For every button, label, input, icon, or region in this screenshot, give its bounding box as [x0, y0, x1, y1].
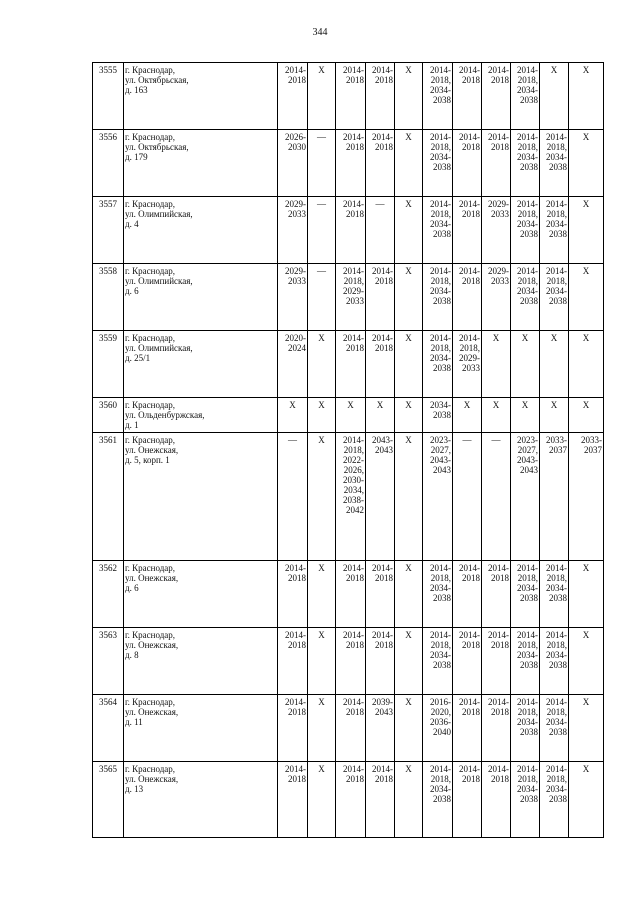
repair-period-cell: 2029- 2033 — [278, 197, 308, 264]
repair-period-cell: 2014- 2018 — [453, 762, 482, 838]
repair-period-cell: 2014- 2018, 2034- 2038 — [423, 264, 453, 331]
repair-period-cell: X — [308, 63, 336, 130]
repair-period-cell: 2014- 2018 — [278, 762, 308, 838]
repair-period-cell: X — [278, 398, 308, 433]
repair-period-cell: 2014- 2018 — [336, 628, 366, 695]
repair-period-cell: 2014- 2018, 2034- 2038 — [423, 197, 453, 264]
building-address: г. Краснодар, ул. Онежская, д. 11 — [124, 695, 278, 762]
repair-period-cell: 2014- 2018 — [336, 130, 366, 197]
table-row — [93, 695, 604, 762]
repair-period-cell: X — [308, 433, 336, 561]
repair-period-cell: X — [395, 628, 423, 695]
repair-period-cell: X — [511, 398, 540, 433]
repair-period-cell: 2029- 2033 — [278, 264, 308, 331]
repair-period-cell: X — [395, 695, 423, 762]
repair-period-cell: 2014- 2018, 2034- 2038 — [423, 561, 453, 628]
repair-period-cell: 2014- 2018, 2034- 2038 — [540, 762, 569, 838]
repair-period-cell: X — [569, 331, 604, 398]
repair-period-cell: 2014- 2018, 2034- 2038 — [540, 197, 569, 264]
repair-period-cell: X — [540, 398, 569, 433]
repair-period-cell: 2033- 2037 — [540, 433, 569, 561]
table-row — [93, 331, 604, 398]
repair-period-cell: 2014- 2018, 2034- 2038 — [423, 331, 453, 398]
repair-period-cell: 2014- 2018, 2034- 2038 — [511, 63, 540, 130]
table-row — [93, 130, 604, 197]
repair-period-cell: X — [569, 63, 604, 130]
repair-period-cell: 2014- 2018, 2029- 2033 — [336, 264, 366, 331]
repair-period-cell: X — [395, 130, 423, 197]
building-address: г. Краснодар, ул. Онежская, д. 6 — [124, 561, 278, 628]
table-row — [93, 398, 604, 433]
housing-repair-schedule-table — [92, 62, 604, 838]
repair-period-cell: X — [569, 628, 604, 695]
row-number: 3559 — [93, 331, 124, 398]
repair-period-cell: 2014- 2018 — [336, 561, 366, 628]
repair-period-cell: X — [395, 331, 423, 398]
repair-period-cell: X — [569, 762, 604, 838]
repair-period-cell: 2014- 2018, 2034- 2038 — [511, 561, 540, 628]
repair-period-cell: 2014- 2018, 2034- 2038 — [511, 628, 540, 695]
row-number: 3565 — [93, 762, 124, 838]
repair-period-cell: 2014- 2018 — [453, 197, 482, 264]
repair-period-cell: X — [569, 197, 604, 264]
repair-period-cell: 2014- 2018 — [336, 331, 366, 398]
repair-period-cell: 2033- 2037 — [569, 433, 604, 561]
table-row — [93, 264, 604, 331]
building-address: г. Краснодар, ул. Октябрьская, д. 179 — [124, 130, 278, 197]
repair-period-cell: 2014- 2018 — [482, 628, 511, 695]
repair-period-cell: 2014- 2018 — [278, 63, 308, 130]
repair-period-cell: 2014- 2018, 2034- 2038 — [511, 695, 540, 762]
building-address: г. Краснодар, ул. Онежская, д. 5, корп. 1 — [124, 433, 278, 561]
row-number: 3556 — [93, 130, 124, 197]
table-row — [93, 628, 604, 695]
repair-period-cell: 2043- 2043 — [366, 433, 395, 561]
repair-period-cell: 2014- 2018 — [366, 628, 395, 695]
repair-period-cell: 2014- 2018 — [366, 63, 395, 130]
repair-period-cell: 2014- 2018 — [482, 130, 511, 197]
repair-period-cell: 2020- 2024 — [278, 331, 308, 398]
repair-period-cell: 2026- 2030 — [278, 130, 308, 197]
repair-period-cell: 2014- 2018, 2034- 2038 — [511, 264, 540, 331]
repair-period-cell: 2014- 2018 — [278, 695, 308, 762]
repair-period-cell: 2014- 2018, 2034- 2038 — [540, 695, 569, 762]
repair-period-cell: 2014- 2018 — [453, 628, 482, 695]
repair-period-cell: 2014- 2018, 2034- 2038 — [423, 762, 453, 838]
repair-period-cell: 2023- 2027, 2043- 2043 — [511, 433, 540, 561]
repair-period-cell: 2014- 2018 — [453, 561, 482, 628]
repair-period-cell: X — [308, 561, 336, 628]
repair-period-cell: 2014- 2018, 2034- 2038 — [511, 197, 540, 264]
repair-period-cell: X — [308, 628, 336, 695]
repair-period-cell: 2014- 2018 — [453, 130, 482, 197]
repair-period-cell: 2014- 2018, 2029- 2033 — [453, 331, 482, 398]
repair-period-cell: 2014- 2018 — [366, 264, 395, 331]
repair-period-cell: — — [482, 433, 511, 561]
repair-period-cell: X — [482, 398, 511, 433]
repair-period-cell: X — [540, 63, 569, 130]
building-address: г. Краснодар, ул. Олимпийская, д. 25/1 — [124, 331, 278, 398]
repair-period-cell: X — [569, 398, 604, 433]
repair-period-cell: 2014- 2018 — [366, 762, 395, 838]
repair-period-cell: 2014- 2018 — [482, 561, 511, 628]
table-row — [93, 433, 604, 561]
repair-period-cell: — — [366, 197, 395, 264]
repair-period-cell: X — [482, 331, 511, 398]
table-row — [93, 63, 604, 130]
repair-period-cell: 2014- 2018, 2034- 2038 — [540, 628, 569, 695]
repair-period-cell: — — [308, 197, 336, 264]
building-address: г. Краснодар, ул. Онежская, д. 8 — [124, 628, 278, 695]
row-number: 3558 — [93, 264, 124, 331]
building-address: г. Краснодар, ул. Олимпийская, д. 4 — [124, 197, 278, 264]
building-address: г. Краснодар, ул. Олимпийская, д. 6 — [124, 264, 278, 331]
repair-period-cell: 2014- 2018, 2034- 2038 — [423, 63, 453, 130]
repair-period-cell: X — [366, 398, 395, 433]
repair-period-cell: X — [395, 433, 423, 561]
repair-period-cell: 2014- 2018, 2034- 2038 — [511, 762, 540, 838]
repair-period-cell: 2014- 2018 — [336, 197, 366, 264]
repair-period-cell: 2014- 2018, 2022- 2026, 2030- 2034, 2038- 2042 — [336, 433, 366, 561]
repair-period-cell: X — [336, 398, 366, 433]
row-number: 3555 — [93, 63, 124, 130]
page-number: 344 — [312, 27, 328, 38]
repair-period-cell: 2014- 2018 — [336, 695, 366, 762]
row-number: 3557 — [93, 197, 124, 264]
repair-period-cell: 2014- 2018 — [482, 63, 511, 130]
repair-period-cell: 2034- 2038 — [423, 398, 453, 433]
row-number: 3564 — [93, 695, 124, 762]
table-row — [93, 197, 604, 264]
repair-period-cell: 2016- 2020, 2036- 2040 — [423, 695, 453, 762]
row-number: 3560 — [93, 398, 124, 433]
repair-period-cell: X — [395, 264, 423, 331]
repair-period-cell: X — [569, 695, 604, 762]
repair-period-cell: — — [453, 433, 482, 561]
repair-period-cell: 2014- 2018, 2034- 2038 — [423, 628, 453, 695]
row-number: 3563 — [93, 628, 124, 695]
repair-period-cell: 2014- 2018, 2034- 2038 — [540, 264, 569, 331]
repair-period-cell: 2014- 2018 — [366, 561, 395, 628]
repair-period-cell: X — [308, 398, 336, 433]
repair-period-cell: 2014- 2018 — [366, 331, 395, 398]
repair-period-cell: X — [540, 331, 569, 398]
repair-period-cell: X — [395, 398, 423, 433]
repair-period-cell: 2014- 2018, 2034- 2038 — [540, 130, 569, 197]
repair-period-cell: X — [395, 63, 423, 130]
repair-period-cell: — — [308, 264, 336, 331]
repair-period-cell: X — [569, 130, 604, 197]
repair-period-cell: 2014- 2018 — [453, 63, 482, 130]
repair-period-cell: X — [569, 264, 604, 331]
repair-period-cell: 2014- 2018, 2034- 2038 — [423, 130, 453, 197]
repair-period-cell: 2029- 2033 — [482, 264, 511, 331]
repair-period-cell: 2014- 2018 — [278, 628, 308, 695]
table-row — [93, 762, 604, 838]
building-address: г. Краснодар, ул. Ольденбуржская, д. 1 — [124, 398, 278, 433]
table-row — [93, 561, 604, 628]
repair-period-cell: X — [395, 762, 423, 838]
repair-period-cell: X — [453, 398, 482, 433]
repair-period-cell: X — [308, 695, 336, 762]
repair-period-cell: 2023- 2027, 2043- 2043 — [423, 433, 453, 561]
building-address: г. Краснодар, ул. Онежская, д. 13 — [124, 762, 278, 838]
repair-period-cell: — — [308, 130, 336, 197]
row-number: 3562 — [93, 561, 124, 628]
repair-period-cell: 2014- 2018 — [278, 561, 308, 628]
repair-period-cell: 2014- 2018 — [453, 695, 482, 762]
repair-period-cell: X — [569, 561, 604, 628]
building-address: г. Краснодар, ул. Октябрьская, д. 163 — [124, 63, 278, 130]
repair-period-cell: X — [395, 197, 423, 264]
repair-period-cell: 2029- 2033 — [482, 197, 511, 264]
repair-period-cell: X — [511, 331, 540, 398]
repair-period-cell: 2039- 2043 — [366, 695, 395, 762]
repair-period-cell: 2014- 2018 — [336, 63, 366, 130]
repair-period-cell: 2014- 2018 — [482, 695, 511, 762]
repair-period-cell: — — [278, 433, 308, 561]
repair-period-cell: 2014- 2018 — [336, 762, 366, 838]
repair-period-cell: 2014- 2018 — [366, 130, 395, 197]
repair-period-cell: X — [395, 561, 423, 628]
repair-period-cell: 2014- 2018, 2034- 2038 — [540, 561, 569, 628]
row-number: 3561 — [93, 433, 124, 561]
repair-period-cell: 2014- 2018 — [482, 762, 511, 838]
repair-period-cell: 2014- 2018, 2034- 2038 — [511, 130, 540, 197]
repair-period-cell: X — [308, 331, 336, 398]
repair-period-cell: 2014- 2018 — [453, 264, 482, 331]
repair-period-cell: X — [308, 762, 336, 838]
